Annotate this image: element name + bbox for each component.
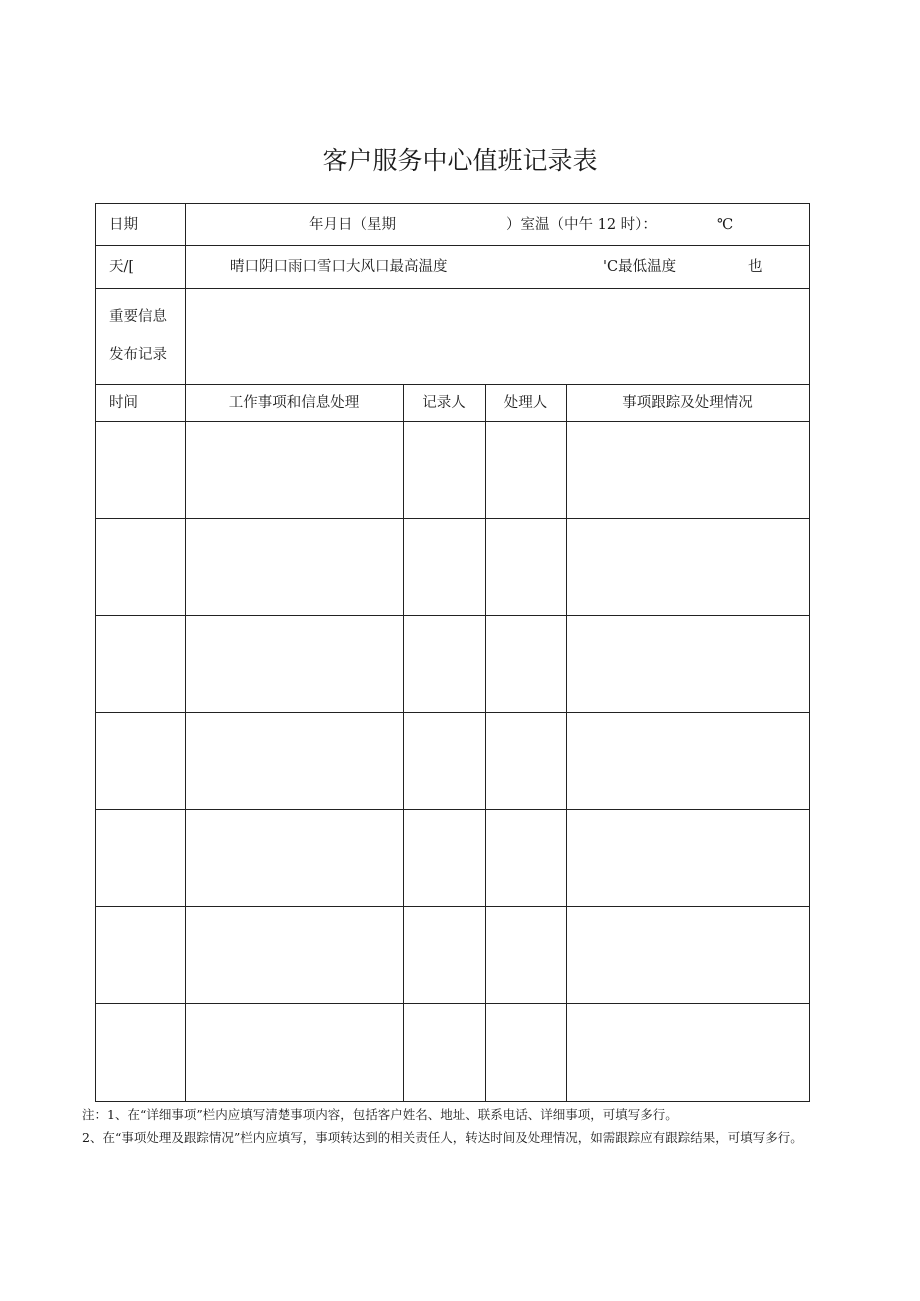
- row-divider: [96, 288, 809, 289]
- date-field-text: 年月日（星期: [309, 217, 396, 233]
- notice-label-line2: 发布记录: [109, 347, 167, 363]
- row-divider: [96, 712, 809, 713]
- row-divider: [96, 1003, 809, 1004]
- column-header-recorder: 记录人: [422, 395, 466, 411]
- row-divider: [96, 384, 809, 385]
- notice-label-line1: 重要信息: [109, 309, 167, 325]
- column-header-tracking: 事项跟踪及处理情况: [622, 395, 753, 411]
- row-divider: [96, 809, 809, 810]
- row-divider: [96, 421, 809, 422]
- low-temp-text: 'C最低温度: [603, 259, 677, 275]
- column-divider: [185, 204, 186, 1101]
- note-line-2: 2、在“事项处理及跟踪情况”栏内应填写，事项转达到的相关责任人，转达时间及处理情况，如需跟踪应有跟踪结果，可填写多行。: [82, 1130, 803, 1145]
- weather-options: 晴口阴口雨口雪口大风口最高温度: [230, 259, 448, 275]
- column-divider: [485, 384, 486, 1101]
- column-header-handler: 处理人: [503, 395, 548, 411]
- date-label: 日期: [109, 217, 138, 233]
- column-divider: [403, 384, 404, 1101]
- page-title: 客户服务中心值班记录表: [322, 146, 598, 175]
- note-line-1: 注：1、在“详细事项”栏内应填写清楚事项内容，包括客户姓名、地址、联系电话、详细事项，可填写多行。: [82, 1107, 678, 1122]
- weather-label: 天/[: [109, 259, 135, 275]
- temp-unit: ℃: [717, 217, 734, 233]
- column-divider: [566, 384, 567, 1101]
- room-temp-text: ）室温（中午 12 时）：: [506, 217, 657, 233]
- row-divider: [96, 615, 809, 616]
- column-header-time: 时间: [109, 395, 138, 411]
- duty-record-table: [95, 203, 810, 1102]
- row-divider: [96, 245, 809, 246]
- column-header-work: 工作事项和信息处理: [228, 395, 360, 411]
- row-divider: [96, 518, 809, 519]
- weather-tail: 也: [748, 259, 763, 275]
- row-divider: [96, 906, 809, 907]
